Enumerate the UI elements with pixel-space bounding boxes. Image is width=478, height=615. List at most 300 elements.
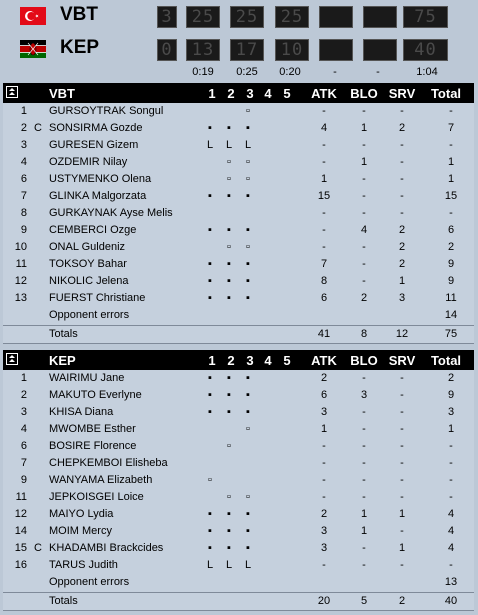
set-participation: L <box>225 139 233 151</box>
set-participation: ▪ <box>208 508 212 520</box>
player-row <box>3 205 474 222</box>
totals-row <box>3 325 474 344</box>
serve-points: - <box>400 156 404 168</box>
srv-column-header: SRV <box>388 86 416 101</box>
player-name: USTYMENKO Olena <box>49 173 152 185</box>
set-participation: ▫ <box>246 105 250 117</box>
total-points: 2 <box>447 372 455 384</box>
set-participation: ▪ <box>227 508 231 520</box>
set-participation: ▪ <box>227 406 231 418</box>
total-points: - <box>449 491 453 503</box>
set-participation: ▪ <box>208 122 212 134</box>
blo-column-header: BLO <box>350 353 378 368</box>
set-column-header: 4 <box>264 353 272 368</box>
block-points: - <box>362 491 366 503</box>
serve-points: 3 <box>398 292 406 304</box>
player-number: 11 <box>15 491 27 503</box>
set-participation: ▪ <box>227 122 231 134</box>
totals-attack: 20 <box>317 595 331 607</box>
player-name: NIKOLIC Jelena <box>49 275 129 287</box>
serve-points: - <box>400 207 404 219</box>
player-row <box>3 171 474 188</box>
opponent-errors-label: Opponent errors <box>49 309 130 321</box>
set-participation: L <box>225 559 233 571</box>
total-column-header: Total <box>430 353 462 368</box>
player-row <box>3 472 474 489</box>
serve-points: - <box>400 173 404 185</box>
total-points: 6 <box>447 224 455 236</box>
serve-points: - <box>400 491 404 503</box>
set-participation: ▪ <box>227 542 231 554</box>
set-duration: - <box>376 66 380 78</box>
attack-points: - <box>322 474 326 486</box>
total-points: 9 <box>447 258 455 270</box>
attack-points: - <box>322 139 326 151</box>
player-number: 12 <box>14 508 27 520</box>
set-participation: ▪ <box>246 508 250 520</box>
attack-points: - <box>322 440 326 452</box>
block-points: 1 <box>360 508 368 520</box>
player-number: 2 <box>20 122 27 134</box>
score-digits: 75 <box>414 7 437 27</box>
set-score-display <box>275 6 309 28</box>
table-header <box>3 350 474 370</box>
player-row <box>3 154 474 171</box>
stats-table-kep <box>3 350 474 611</box>
player-row <box>3 273 474 290</box>
totals-total: 40 <box>444 595 458 607</box>
collapse-toggle-icon[interactable] <box>6 86 18 98</box>
set-participation: ▪ <box>227 372 231 384</box>
set-score-display <box>275 39 309 61</box>
player-row <box>3 137 474 154</box>
attack-points: 3 <box>320 406 328 418</box>
opponent-errors-label: Opponent errors <box>49 576 130 588</box>
block-points: - <box>362 406 366 418</box>
serve-points: 2 <box>398 224 406 236</box>
player-name: GURESEN Gizem <box>49 139 139 151</box>
player-number: 7 <box>20 457 27 469</box>
set-column-header: 4 <box>264 86 272 101</box>
blo-column-header: BLO <box>350 86 378 101</box>
block-points: - <box>362 173 366 185</box>
score-digits: 40 <box>414 40 437 60</box>
score-digits: 0 <box>161 40 173 60</box>
player-number: 4 <box>20 156 27 168</box>
player-name: GLINKA Malgorzata <box>49 190 147 202</box>
player-name: OZDEMIR Nilay <box>49 156 128 168</box>
serve-points: - <box>400 525 404 537</box>
serve-points: 1 <box>398 275 406 287</box>
set-participation: ▪ <box>246 372 250 384</box>
attack-points: - <box>322 105 326 117</box>
set-participation: ▫ <box>246 173 250 185</box>
block-points: 1 <box>360 156 368 168</box>
attack-points: 7 <box>320 258 328 270</box>
player-number: 8 <box>20 207 27 219</box>
block-points: - <box>362 190 366 202</box>
attack-points: - <box>322 207 326 219</box>
player-number: 9 <box>20 474 27 486</box>
set-participation: ▪ <box>227 258 231 270</box>
player-number: 7 <box>20 190 27 202</box>
totals-serve: 2 <box>398 595 406 607</box>
set-participation: ▪ <box>208 542 212 554</box>
set-column-header: 3 <box>246 353 254 368</box>
block-points: - <box>362 542 366 554</box>
player-number: 14 <box>14 525 27 537</box>
set-participation: ▪ <box>246 542 250 554</box>
set-participation: ▪ <box>246 224 250 236</box>
set-participation: ▫ <box>208 474 212 486</box>
player-name: MAKUTO Everlyne <box>49 389 142 401</box>
set-column-header: 1 <box>208 353 216 368</box>
player-number: 1 <box>20 372 27 384</box>
serve-points: 1 <box>398 508 406 520</box>
serve-points: 2 <box>398 122 406 134</box>
player-number: 11 <box>15 258 27 270</box>
serve-points: - <box>400 105 404 117</box>
set-score-display <box>186 6 220 28</box>
sets-won-display <box>157 6 177 28</box>
block-points: - <box>362 423 366 435</box>
player-name: CHEPKEMBOI Elisheba <box>49 457 168 469</box>
scoreboard <box>0 0 478 82</box>
set-participation: ▪ <box>208 406 212 418</box>
player-name: TARUS Judith <box>49 559 118 571</box>
set-column-header: 5 <box>283 86 291 101</box>
serve-points: - <box>400 440 404 452</box>
set-participation: ▪ <box>208 224 212 236</box>
total-points: 2 <box>447 241 455 253</box>
player-number: 10 <box>14 241 27 253</box>
set-score-display <box>230 39 264 61</box>
attack-points: - <box>322 224 326 236</box>
set-participation: ▪ <box>208 372 212 384</box>
set-score-display <box>230 6 264 28</box>
attack-points: 6 <box>320 292 328 304</box>
set-participation: ▪ <box>246 406 250 418</box>
block-points: - <box>362 241 366 253</box>
player-name: CEMBERCI Ozge <box>49 224 137 236</box>
set-participation: ▪ <box>246 275 250 287</box>
set-participation: ▪ <box>246 389 250 401</box>
player-name: GURKAYNAK Ayse Melis <box>49 207 173 219</box>
attack-points: - <box>322 156 326 168</box>
attack-points: 3 <box>320 542 328 554</box>
captain-marker: C <box>34 542 42 554</box>
table-team-name: VBT <box>49 86 75 101</box>
set-participation: ▫ <box>246 156 250 168</box>
set-participation: ▪ <box>227 190 231 202</box>
player-name: GURSOYTRAK Songul <box>49 105 164 117</box>
total-points: - <box>449 559 453 571</box>
player-name: BOSIRE Florence <box>49 440 137 452</box>
set-column-header: 3 <box>246 86 254 101</box>
sets-won-display <box>157 39 177 61</box>
set-participation: ▪ <box>246 122 250 134</box>
set-participation: L <box>244 139 252 151</box>
set-participation: ▪ <box>246 525 250 537</box>
player-row <box>3 370 474 387</box>
table-header <box>3 83 474 103</box>
opponent-errors-value: 13 <box>444 576 458 588</box>
total-column-header: Total <box>430 86 462 101</box>
set-duration: - <box>333 66 337 78</box>
set-participation: ▪ <box>208 389 212 401</box>
player-row <box>3 256 474 273</box>
set-participation: ▪ <box>227 525 231 537</box>
player-row <box>3 387 474 404</box>
set-column-header: 2 <box>227 353 235 368</box>
set-participation: ▫ <box>246 491 250 503</box>
total-points-display <box>403 39 448 61</box>
totals-total: 75 <box>444 328 458 340</box>
player-name: MWOMBE Esther <box>49 423 136 435</box>
block-points: - <box>362 258 366 270</box>
player-number: 9 <box>20 224 27 236</box>
score-digits: 25 <box>280 7 304 27</box>
attack-points: 4 <box>320 122 328 134</box>
block-points: - <box>362 275 366 287</box>
attack-points: 1 <box>320 423 328 435</box>
total-points: 4 <box>447 542 455 554</box>
player-number: 16 <box>14 559 27 571</box>
block-points: 1 <box>360 525 368 537</box>
set-duration: 0:20 <box>279 66 301 78</box>
block-points: - <box>362 105 366 117</box>
set-participation: ▪ <box>227 275 231 287</box>
player-name: JEPKOISGEI Loice <box>49 491 144 503</box>
attack-points: 3 <box>320 525 328 537</box>
total-points: 9 <box>447 389 455 401</box>
set-participation: ▪ <box>227 292 231 304</box>
set-participation: ▪ <box>227 224 231 236</box>
player-name: TOKSOY Bahar <box>49 258 127 270</box>
team-code: VBT <box>60 4 98 25</box>
serve-points: 1 <box>398 542 406 554</box>
total-points: - <box>449 207 453 219</box>
total-points: - <box>449 139 453 151</box>
score-digits: 25 <box>191 7 215 27</box>
total-points: 4 <box>447 525 455 537</box>
attack-points: 1 <box>320 173 328 185</box>
serve-points: 2 <box>398 258 406 270</box>
totals-label: Totals <box>49 328 78 340</box>
set-durations <box>0 66 478 80</box>
total-points: 4 <box>447 508 455 520</box>
player-name: FUERST Christiane <box>49 292 146 304</box>
player-row <box>3 438 474 455</box>
player-row <box>3 540 474 557</box>
attack-points: 8 <box>320 275 328 287</box>
total-points: - <box>449 440 453 452</box>
set-participation: ▫ <box>227 440 231 452</box>
set-column-header: 2 <box>227 86 235 101</box>
block-points: - <box>362 139 366 151</box>
set-participation: ▫ <box>246 423 250 435</box>
total-points: 1 <box>447 423 455 435</box>
score-digits: 25 <box>235 7 259 27</box>
attack-points: - <box>322 241 326 253</box>
atk-column-header: ATK <box>311 353 337 368</box>
set-participation: ▪ <box>227 389 231 401</box>
block-points: 3 <box>360 389 368 401</box>
serve-points: - <box>400 474 404 486</box>
serve-points: - <box>400 457 404 469</box>
player-row <box>3 523 474 540</box>
set-column-header: 1 <box>208 86 216 101</box>
totals-label: Totals <box>49 595 78 607</box>
player-row <box>3 404 474 421</box>
player-number: 6 <box>20 440 27 452</box>
total-points: 11 <box>445 292 457 304</box>
set-duration: 0:25 <box>236 66 258 78</box>
serve-points: - <box>400 372 404 384</box>
set-duration: 1:04 <box>416 66 438 78</box>
total-points: 1 <box>447 173 455 185</box>
player-row <box>3 290 474 307</box>
set-participation: ▪ <box>246 190 250 202</box>
player-name: KHADAMBI Brackcides <box>49 542 164 554</box>
set-score-display <box>363 6 397 28</box>
total-points: 7 <box>447 122 455 134</box>
set-participation: ▪ <box>208 292 212 304</box>
serve-points: - <box>400 406 404 418</box>
captain-marker: C <box>34 122 42 134</box>
player-number: 12 <box>14 275 27 287</box>
set-participation: ▪ <box>208 275 212 287</box>
set-score-display <box>319 6 353 28</box>
set-participation: ▫ <box>246 241 250 253</box>
serve-points: - <box>400 139 404 151</box>
player-row <box>3 489 474 506</box>
totals-block: 5 <box>360 595 368 607</box>
player-name: KHISA Diana <box>49 406 114 418</box>
set-participation: ▪ <box>208 258 212 270</box>
player-number: 3 <box>20 139 27 151</box>
block-points: - <box>362 457 366 469</box>
player-row <box>3 222 474 239</box>
set-participation: ▫ <box>227 173 231 185</box>
set-participation: ▫ <box>227 156 231 168</box>
score-digits: 3 <box>161 7 173 27</box>
total-points: 9 <box>447 275 455 287</box>
player-row <box>3 506 474 523</box>
totals-attack: 41 <box>317 328 331 340</box>
attack-points: 2 <box>320 372 328 384</box>
player-number: 15 <box>14 542 27 554</box>
attack-points: 6 <box>320 389 328 401</box>
totals-row <box>3 592 474 611</box>
total-points: 1 <box>447 156 455 168</box>
block-points: 4 <box>360 224 368 236</box>
player-row <box>3 103 474 120</box>
totals-block: 8 <box>360 328 368 340</box>
set-participation: L <box>206 139 214 151</box>
set-participation: L <box>244 559 252 571</box>
player-row <box>3 455 474 472</box>
attack-points: - <box>322 559 326 571</box>
attack-points: 2 <box>320 508 328 520</box>
set-participation: ▪ <box>246 292 250 304</box>
block-points: - <box>362 474 366 486</box>
set-participation: ▫ <box>227 241 231 253</box>
block-points: - <box>362 207 366 219</box>
block-points: - <box>362 559 366 571</box>
stats-table-vbt <box>3 83 474 344</box>
player-row <box>3 120 474 137</box>
player-number: 2 <box>20 389 27 401</box>
player-number: 13 <box>14 292 27 304</box>
set-participation: L <box>206 559 214 571</box>
set-score-display <box>186 39 220 61</box>
set-score-display <box>363 39 397 61</box>
total-points: - <box>449 474 453 486</box>
srv-column-header: SRV <box>388 353 416 368</box>
set-participation: ▪ <box>208 190 212 202</box>
player-name: MAIYO Lydia <box>49 508 114 520</box>
block-points: 1 <box>360 122 368 134</box>
player-name: SONSIRMA Gozde <box>49 122 143 134</box>
kenya-flag-icon <box>20 40 46 58</box>
serve-points: - <box>400 423 404 435</box>
player-name: MOIM Mercy <box>49 525 112 537</box>
player-row <box>3 421 474 438</box>
set-participation: ▫ <box>227 491 231 503</box>
player-row <box>3 557 474 574</box>
set-score-display <box>319 39 353 61</box>
player-row <box>3 188 474 205</box>
set-participation: ▪ <box>246 258 250 270</box>
score-digits: 13 <box>191 40 215 60</box>
total-points: 15 <box>444 190 458 202</box>
block-points: - <box>362 372 366 384</box>
total-points-display <box>403 6 448 28</box>
table-team-name: KEP <box>49 353 76 368</box>
opponent-errors-row <box>3 574 474 591</box>
player-number: 4 <box>20 423 27 435</box>
player-number: 1 <box>20 105 27 117</box>
atk-column-header: ATK <box>311 86 337 101</box>
attack-points: - <box>322 457 326 469</box>
set-duration: 0:19 <box>192 66 214 78</box>
turkey-flag-icon <box>20 7 46 25</box>
opponent-errors-row <box>3 307 474 324</box>
set-participation: ▪ <box>208 525 212 537</box>
block-points: - <box>362 440 366 452</box>
score-digits: 17 <box>235 40 259 60</box>
serve-points: 2 <box>398 241 406 253</box>
attack-points: 15 <box>317 190 331 202</box>
collapse-toggle-icon[interactable] <box>6 353 18 365</box>
total-points: - <box>449 105 453 117</box>
serve-points: - <box>400 190 404 202</box>
player-number: 6 <box>20 173 27 185</box>
attack-points: - <box>322 491 326 503</box>
total-points: - <box>449 457 453 469</box>
player-name: WAIRIMU Jane <box>49 372 125 384</box>
set-column-header: 5 <box>283 353 291 368</box>
player-number: 3 <box>20 406 27 418</box>
serve-points: - <box>400 559 404 571</box>
player-row <box>3 239 474 256</box>
serve-points: - <box>400 389 404 401</box>
totals-serve: 12 <box>395 328 409 340</box>
block-points: 2 <box>360 292 368 304</box>
opponent-errors-value: 14 <box>444 309 458 321</box>
score-digits: 10 <box>280 40 304 60</box>
